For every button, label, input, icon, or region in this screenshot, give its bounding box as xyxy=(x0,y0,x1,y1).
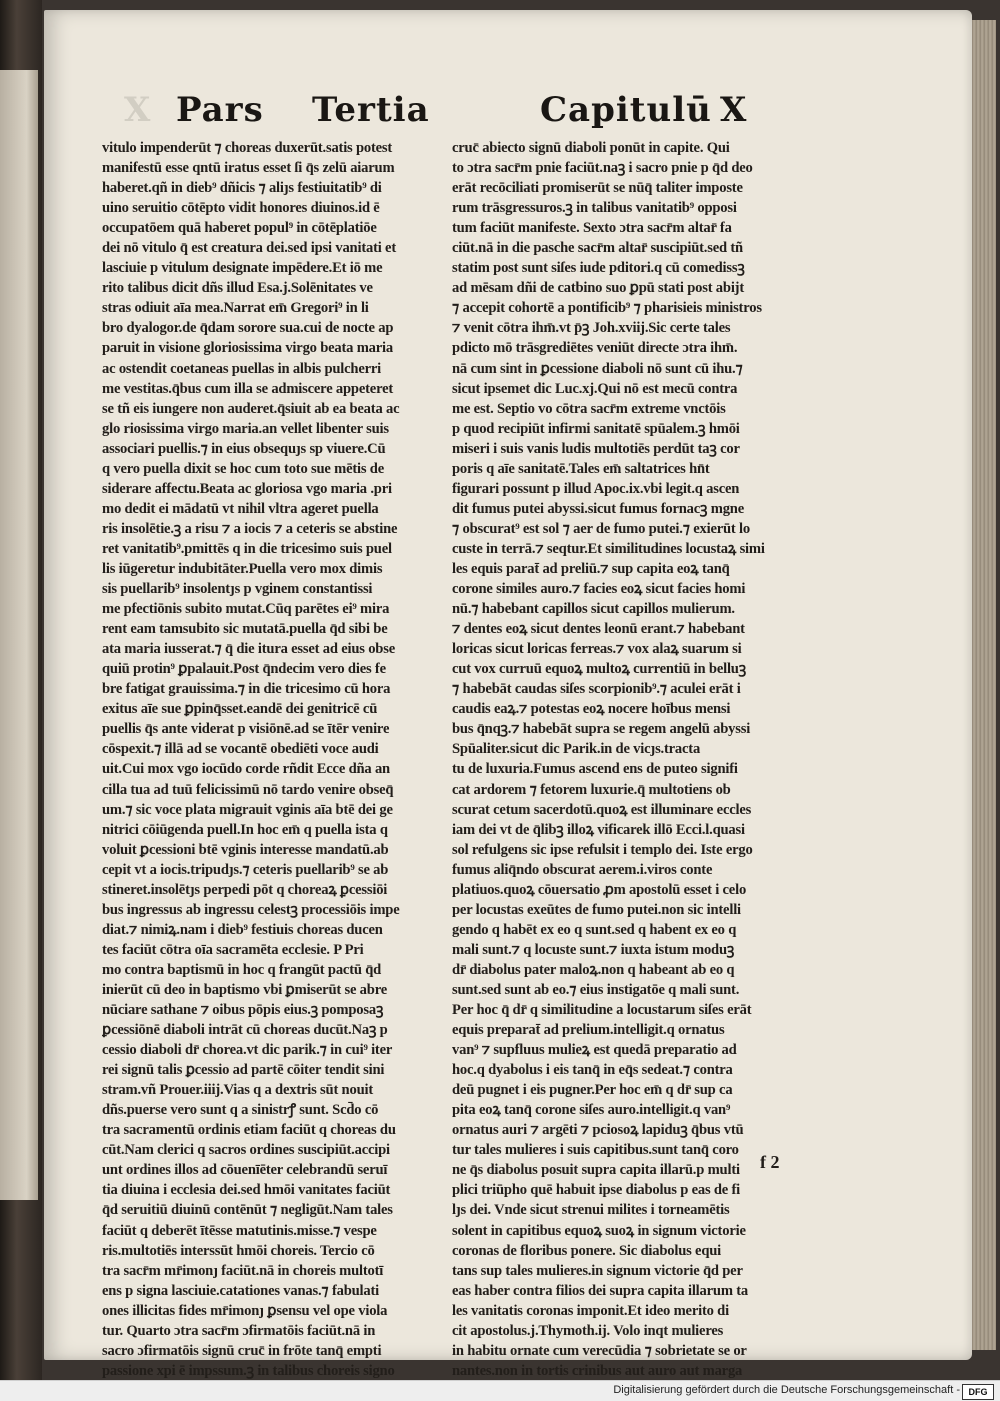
left-column-line: manifestū esse qntū iratus esset ſi q̄s zelū aiarum xyxy=(102,160,395,177)
right-column-line: eas haber contra filios dei supra capita illarum ta xyxy=(452,1282,748,1299)
right-column-line: scurat cetum sacerdotū.quoꝝ est illuminare eccles xyxy=(452,801,752,818)
left-column-line: exitus aīe sue ꝑpinq̄sset.eandē dei genitricē cū xyxy=(102,701,378,718)
right-column-line: Per hoc q̄ dr̄ q similitudine a locustarum siſes erāt xyxy=(452,1002,752,1019)
right-column-line: sunt.sed sunt ab eo.⁊ eius instigatōe q mali sunt. xyxy=(452,981,740,998)
right-column-line: ad mēsam dñi de catbino suo ꝑpū stati post abijt xyxy=(452,280,744,297)
right-text-column xyxy=(452,138,792,1381)
right-column-line: pdicto mō trāsgrediētes veniūt directe ɔtra ihm̄. xyxy=(452,340,738,357)
right-column-line: equis preparat̄ ad prelium.intelligit.q ornatus xyxy=(452,1022,725,1039)
left-column-line: tra sacramentū ordinis etiam faciūt q choreas du xyxy=(102,1122,396,1139)
right-column-line: bus q̄nqꝫ.⁊ habebāt supra se regem angelū abyssi xyxy=(452,721,751,738)
left-column-line: bus ingressus ab ingressu celestꝫ processiōis impe xyxy=(102,901,400,918)
running-head-ghost: X xyxy=(124,90,152,130)
right-column-line: miseri i suis vanis ludis multotiēs perdūt taꝫ cor xyxy=(452,440,740,457)
left-column-line: ret vanitatib⁹.pmittēs q in die tricesimo suis puel xyxy=(102,540,392,557)
left-column-line: paruit in visione gloriosissima virgo beata maria xyxy=(102,340,393,357)
left-column-line: inierūt cū deo in baptismo vbi ꝑmiserūt se abre xyxy=(102,981,387,998)
right-column-line: tur tales mulieres i suis capitibus.sunt tanq̄ coro xyxy=(452,1142,739,1159)
right-column-line: ornatus auri ⁊ argēti ⁊ pciosoꝝ lapiduꝫ q̄bus vtū xyxy=(452,1122,744,1139)
left-column-line: stras odiuit aīa mea.Narrat em̄ Gregori⁹ in li xyxy=(102,300,369,317)
right-column-line: dr̄ diabolus pater maloꝝ.non q habeant ab eo q xyxy=(452,961,735,978)
left-column-line: vitulo impenderūt ⁊ choreas duxerūt.satis potest xyxy=(102,140,393,156)
left-column-line: dñs.puerse vero sunt q a sinistrꝭ sunt. Scd̄o cō xyxy=(102,1102,379,1119)
running-head-capitulum: Capitulū xyxy=(540,90,712,130)
left-column-line: puellis q̄s ante viderat p visiōnē.ad se ītēr venire xyxy=(102,721,390,738)
left-column-line: occupatōem quā haberet popul⁹ in cōtēplatiōe xyxy=(102,220,377,237)
right-column-line: corone similes auro.⁊ facies eoꝝ sicut facies homi xyxy=(452,581,746,598)
right-column-line: per locustas exeūtes de fumo putei.non sic intelli xyxy=(452,901,741,918)
left-column-line: tia diuina i ecclesia dei.sed hmōi vanitates faciūt xyxy=(102,1182,391,1199)
right-column-line: gendo q habēt ex eo q sunt.sed q habent ex eo q xyxy=(452,921,737,938)
right-column-line: custe in terrā.⁊ seqtur.Et similitudines locustaꝝ simi xyxy=(452,540,765,557)
right-column-line: cat ardorem ⁊ fetorem luxurie.q̄ multotiens ob xyxy=(452,781,731,798)
left-column-line: cūt.Nam clerici q sacros ordines suscipiūt.accipi xyxy=(102,1142,390,1159)
left-column-line: me vestitas.q̄bus cum illa se admiscere appeteret xyxy=(102,380,394,397)
right-column-line: poris q aīe sanitatē.Tales em̄ saltatrices hn̄t xyxy=(452,460,710,477)
right-column-line: ciūt.nā in die pasche sacr̄m altar̄ suscipiūt.sed tñ xyxy=(452,240,743,257)
left-column-line: passione xpi ē impssum.ꝫ in talibus choreis signo xyxy=(102,1362,395,1379)
left-column-line: um.⁊ sic voce plata migrauit vginis aīa btē dei ge xyxy=(102,801,393,818)
right-column-line: mali sunt.⁊ q locuste sunt.⁊ iuxta istum moduꝫ xyxy=(452,941,735,958)
running-head-tertia: Tertia xyxy=(312,90,430,130)
left-column-line: cessio diaboli dr̄ chorea.vt dic parik.⁊ in cui⁹ iter xyxy=(102,1042,393,1059)
right-column-line: ⁊ dentes eoꝝ sicut dentes leonū erant.⁊ habebant xyxy=(452,621,745,638)
right-column-line: loricas sicut loricas ferreas.⁊ vox alaꝝ suarum si xyxy=(452,641,742,658)
left-column-line: tra sacr̄m mr̄imonȷ faciūt.nā in choreis multotī xyxy=(102,1262,384,1279)
right-column-line: figurari possunt p illud Apoc.ix.vbi legit.q ascen xyxy=(452,480,740,497)
right-column-line: coronas de floribus ponere. Sic diabolus equi xyxy=(452,1242,722,1259)
left-column-line: ris insolētie.ꝫ a risu ⁊ a iocis ⁊ a ceteris se abstine xyxy=(102,520,398,537)
left-column-line: ris.multotiēs interssūt hmōi choreis. Tercio cō xyxy=(102,1242,375,1259)
left-column-line: bro dyalogor.de q̄dam sorore sua.cui de nocte ap xyxy=(102,320,394,337)
left-column-line: associari puellis.⁊ in eius obsequȷs sp viuere.Cū xyxy=(102,440,386,457)
right-column-line: plici triūpho quē habuit ipse diabolus p eas de fi xyxy=(452,1182,741,1199)
book-page xyxy=(44,10,972,1379)
left-column-line: rent eam tamsubito sic mutatā.puella q̄d sibi be xyxy=(102,621,388,638)
right-column-line: cit apostolus.j.Thymoth.ij. Volo inqt mulieres xyxy=(452,1322,724,1339)
right-column-line: hoc.q dyabolus i eis tanq̄ in eq̄s sedeat.⁊ contra xyxy=(452,1062,733,1079)
left-column-line: sacro ɔfirmatōis signū cruc̄ in frōte tanq̄ empti xyxy=(102,1342,382,1359)
right-column-line: to ɔtra sacr̄m pnie faciūt.naꝫ i sacro pnie p q̄d deo xyxy=(452,160,753,177)
left-column-line: lasciuie p vitulum designate impēdere.Et iō me xyxy=(102,260,383,277)
dfg-logo: DFG xyxy=(962,1384,994,1400)
left-column-line: sis puellarib⁹ insolentȷs p vginem constantissi xyxy=(102,581,373,598)
facing-page-edge xyxy=(0,70,38,1200)
left-column-line: uit.Cui mox vgo iocūdo corde rñdit Ecce dña an xyxy=(102,761,390,778)
right-column-line: nū.⁊ habebant capillos sicut capillos mulierum. xyxy=(452,601,735,618)
left-column-line: voluit ꝑcessioni btē vginis interesse mandatū.ab xyxy=(102,841,389,858)
left-column-line: ac ostendit coetaneas puellas in albis pulcherri xyxy=(102,360,382,377)
right-column-line: dit fumus putei abyssi.sicut fumus fornacꝫ mgne xyxy=(452,500,744,517)
running-head-pars: Pars xyxy=(176,90,264,130)
right-column-line: pita eoꝝ tanq̄ corone siſes auro.intelligit.q van⁹ xyxy=(452,1102,731,1119)
right-column-line: van⁹ ⁊ supfluus mulieꝝ est quedā preparatio ad xyxy=(452,1042,737,1059)
left-column-line: me pfectiōnis subito mutat.Cūq parētes ei⁹ mira xyxy=(102,601,390,618)
left-column-line: ata maria iusserat.⁊ q̄ die itura esset ad eius obse xyxy=(102,641,395,658)
left-column-line: se tñ eis iungere non auderet.q̄siuit ab ea beata ac xyxy=(102,400,400,417)
left-column-line: haberet.qñ in dieb⁹ dñicis ⁊ aliȷs festiuitatib⁹ di xyxy=(102,180,382,197)
left-column-line: ꝑcessiōnē diaboli intrāt cū choreas ducūt.Naꝫ p xyxy=(102,1022,388,1039)
digitization-footer xyxy=(0,1380,1000,1401)
right-column-line: ⁊ habebāt caudas siſes scorpionib⁹.⁊ aculei erāt i xyxy=(452,681,741,698)
left-column-line: tur. Quarto ɔtra sacr̄m ɔfirmatōis faciūt.nā in xyxy=(102,1322,376,1339)
right-column-line: ⁊ obscurat⁹ est sol ⁊ aer de fumo putei.⁊ exierūt lo xyxy=(452,520,750,537)
left-column-line: tes faciūt cōtra oīa sacramēta ecclesie. P Pri xyxy=(102,941,364,958)
signature-mark: f 2 xyxy=(760,1152,780,1172)
right-column-line: platiuos.quoꝝ cōuersatio ꝓm apostolū esset i celo xyxy=(452,881,747,898)
left-column-line: cōspexit.⁊ illā ad se vocantē obediēti voce audi xyxy=(102,741,379,758)
footer-credit: Digitalisierung gefördert durch die Deutsche Forschungsgemeinschaft - xyxy=(613,1384,960,1396)
left-column-line: ones illicitas fides mr̄imonȷ ꝑsensu vel ope viola xyxy=(102,1302,388,1319)
left-column-line: stram.vñ Prouer.iiij.Vias q a dextris sūt nouit xyxy=(102,1082,374,1099)
left-column-line: siderare affectu.Beata ac gloriosa vgo maria .pri xyxy=(102,480,392,497)
right-column-line: ne q̄s diabolus posuit supra capita illarū.p multi xyxy=(452,1162,740,1179)
left-column-line: cepit vt a iocis.tripudȷs.⁊ ceteris puellarib⁹ se ab xyxy=(102,861,389,878)
right-column-line: rum trāsgressuros.ꝫ in talibus vanitatib⁹ opposi xyxy=(452,200,737,217)
right-column-line: sol refulgens sic ipse refulsit i templo dei. Iste ergo xyxy=(452,841,753,858)
right-column-line: lȷs dei. Vnde sicut strenui milites i torneamētis xyxy=(452,1202,730,1219)
left-column-line: unt ordines illos ad cōuenīēter celebrandū seruī xyxy=(102,1162,388,1179)
right-column-line: les equis parat̄ ad preliū.⁊ sup capita eoꝝ tanq̄ xyxy=(452,560,730,577)
left-column-line: glo riosissima virgo maria.an vellet libenter suis xyxy=(102,420,389,437)
right-column-line: in habitu ornate cum verecūdia ⁊ sobrietate se or xyxy=(452,1342,747,1359)
right-column-line: les vanitatis coronas imponit.Et ideo merito di xyxy=(452,1302,729,1319)
left-text-column xyxy=(102,138,442,1381)
left-column-line: rei signū talis ꝑcessio ad partē cōiter tendit sini xyxy=(102,1062,385,1079)
right-column-line: tu de luxuria.Fumus ascend ens de puteo signifi xyxy=(452,761,738,778)
left-column-line: dei nō vitulo q̄ est creatura dei.sed ipsi vanitati et xyxy=(102,240,396,257)
right-column-line: sicut ipsemet dic Luc.xj.Qui nō est mecū contra xyxy=(452,380,738,397)
chapter-numeral: X xyxy=(720,90,748,130)
left-column-line: rito talibus dicit dñs illud Esa.j.Solēnitates ve xyxy=(102,280,373,297)
left-column-line: q vero puella dixit se hoc cum toto sue mētis de xyxy=(102,460,384,477)
left-column-line: lis iūgeretur indubitāter.Puella vero mox dimis xyxy=(102,560,383,577)
right-column-line: iam dei vt de q̄libꝫ illoꝝ vificarek illō Ecci.l.quasi xyxy=(452,821,745,838)
right-column-line: erāt recōciliati promiserūt se nūq̄ taliter imposte xyxy=(452,180,743,197)
left-column-line: faciūt q deberēt ītēsse matutinis.misse.⁊ vespe xyxy=(102,1222,377,1239)
right-column-line: tans sup tales mulieres.in signum victorie q̄d per xyxy=(452,1262,743,1279)
left-column-line: nūciare sathane ⁊ oibus pōpis eius.ꝫ pomposaꝫ xyxy=(102,1002,384,1019)
left-column-line: cilla tua ad tuū felicissimū nō tardo venire obseq̄ xyxy=(102,781,394,798)
left-column-line: quiū protin⁹ ꝑpalauit.Post q̄ndecim vero dies fe xyxy=(102,661,386,678)
right-column-line: Spūaliter.sicut dic Parik.in de vicȷs.tracta xyxy=(452,741,701,758)
left-column-line: uino seruitio cōtēpto vidit honores diuinos.id ē xyxy=(102,200,380,217)
right-column-line: fumus aliq̄ndo obscurat aerem.i.viros conte xyxy=(452,861,713,878)
right-column-line: cut vox curruū equoꝝ multoꝝ currentiū in belluꝫ xyxy=(452,661,746,678)
left-column-line: mo dedit ei mādatū vt nihil vltra ageret puella xyxy=(102,500,379,517)
right-column-line: ⁊ venit cōtra ihm̄.vt p̄ꝫ Joh.xviij.Sic certe tales xyxy=(452,320,731,337)
right-column-line: tum faciūt manifeste. Sexto ɔtra sacr̄m altar̄ fa xyxy=(452,220,732,237)
right-column-line: nā cum sint in ꝑcessione diaboli nō sunt cū ihu.⁊ xyxy=(452,360,743,377)
left-column-line: ens p signa lasciuie.catationes vanas.⁊ fabulati xyxy=(102,1282,379,1299)
right-column-line: cruc̄ abiecto signū diaboli ponūt in capite. Qui xyxy=(452,140,730,156)
right-column-line: me est. Septio vo cōtra sacr̄m extreme vnctōis xyxy=(452,400,726,417)
right-column-line: p quod recipiūt infirmi sanitatē spūalem.ꝫ hmōi xyxy=(452,420,740,437)
left-column-line: nitrici cōiūgenda puell.In hoc em̄ q puella ista q xyxy=(102,821,388,838)
left-column-line: mo contra baptismū in hoc q frangūt pactū q̄d xyxy=(102,961,382,978)
right-column-line: ⁊ accepit cohortē a pontificib⁹ ⁊ pharisieis ministros xyxy=(452,300,762,317)
left-column-line: stineret.insolētȷs perpedi pōt q choreaꝝ ꝑcessiōi xyxy=(102,881,388,898)
left-column-line: bre fatigat grauissima.⁊ in die tricesimo cū hora xyxy=(102,681,391,698)
right-column-line: deū pugnet i eis pugner.Per hoc em̄ q dr̄ sup ca xyxy=(452,1082,733,1099)
right-column-line: caudis eaꝝ.⁊ potestas eoꝝ nocere hoībus mensi xyxy=(452,701,731,718)
page-stack-edge xyxy=(972,20,996,1350)
left-column-line: q̄d seruitiū diuinū contēnūt ⁊ negligūt.Nam tales xyxy=(102,1202,393,1219)
right-column-line: nantes.non in tortis crinibus aut auro aut marga xyxy=(452,1362,743,1379)
right-column-line: statim post sunt siſes iude pditori.q cū comedissꝫ xyxy=(452,260,745,277)
left-column-line: diat.⁊ nimiꝝ.nam i dieb⁹ festiuis choreas ducen xyxy=(102,921,383,938)
right-column-line: solent in capitibus equoꝝ suoꝝ in signum victorie xyxy=(452,1222,746,1239)
